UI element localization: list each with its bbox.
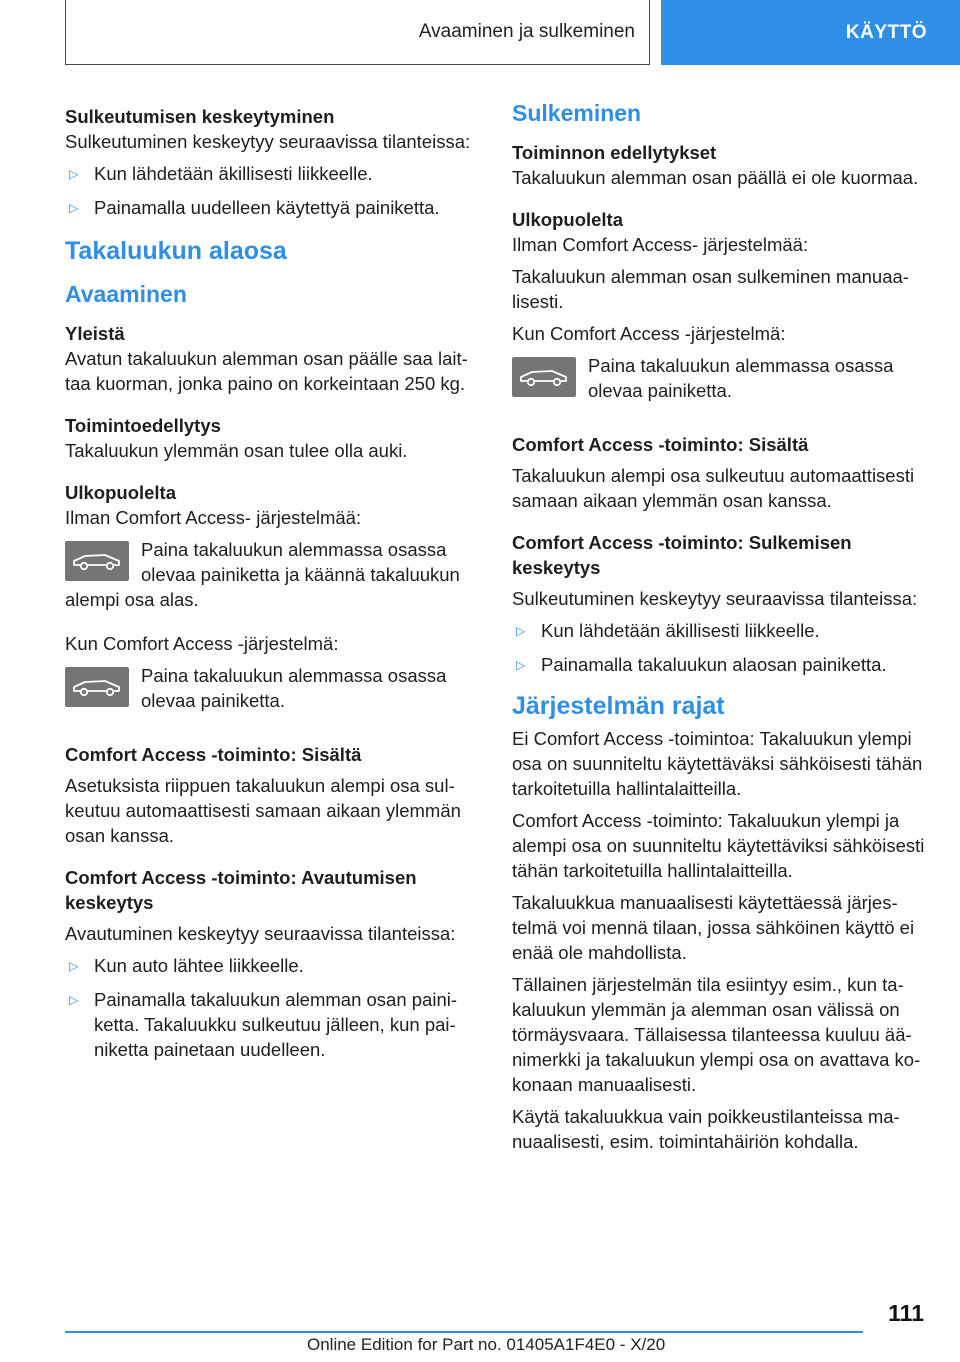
paragraph: Kun Comfort Access -järjestelmä: (512, 323, 786, 344)
left-column (65, 104, 485, 1070)
paragraph: Ilman Comfort Access- järjestelmää: (512, 234, 809, 255)
page-number: 111 (888, 1300, 924, 1326)
subheading: Ulkopuolelta (65, 482, 177, 503)
section-heading: Järjestelmän rajat (512, 692, 725, 720)
paragraph: Takaluukun alemman osan päällä ei ole kuormaa. (512, 167, 919, 188)
list-item: ▷ Kun auto lähtee liikkeelle. (65, 953, 485, 979)
icon-instruction (65, 663, 485, 713)
header-chapter-title: KÄYTTÖ (845, 21, 927, 43)
paragraph: Takaluukun ylemmän osan tulee olla auki. (65, 440, 408, 461)
triangle-bullet-icon: ▷ (69, 959, 79, 973)
triangle-bullet-icon: ▷ (516, 658, 526, 672)
paragraph: Ei Comfort Access -toimintoa: Takaluukun ylempi osa on suunniteltu käytettäväksi sähköisesti tähän tarkoitetuilla hallintalaitteilla. (512, 728, 923, 799)
paragraph: Takaluukkua manuaalisesti käytettäessä järjestelmä voi mennä tilaan, jossa sähköinen käyttö ei enää ole mahdollista. (512, 892, 915, 963)
icon-instruction (512, 353, 930, 403)
triangle-bullet-icon: ▷ (69, 201, 79, 215)
subsection-heading: Sulkeminen (512, 100, 642, 126)
paragraph: Avautuminen keskeytyy seuraavissa tilanteissa: (65, 923, 456, 944)
triangle-bullet-icon: ▷ (69, 993, 79, 1007)
paragraph: Comfort Access -toiminto: Takaluukun ylempi ja alempi osa on suunniteltu käytettäviksi sähköisesti tähän tarkoitetuilla hallintalaitteilla. (512, 810, 925, 881)
paragraph: Paina takaluukun alemmassa osassa olevaa painiketta. (141, 665, 447, 711)
paragraph: Sulkeutuminen keskeytyy seuraavissa tilanteissa: (512, 588, 918, 609)
list-item: ▷ Painamalla takaluukun alemman osan painiketta. Takaluukku sulkeutuu jälleen, kun painiketta painetaan uudelleen. (65, 987, 485, 1062)
footer-divider (65, 1331, 863, 1333)
subheading: Comfort Access -toiminto: Sisältä (512, 434, 809, 455)
paragraph: Käytä takaluukkua vain poikkeustilanteissa manuaalisesti, esim. toimintahäiriön kohdalla. (512, 1106, 900, 1152)
paragraph: Avatun takaluukun alemman osan päälle saa laittaa kuorman, jonka paino on korkeintaan 250 kg. (65, 348, 468, 394)
triangle-bullet-icon: ▷ (69, 167, 79, 181)
list-item: ▷ Painamalla takaluukun alaosan painiketta. (512, 652, 930, 678)
list-item: ▷ Kun lähdetään äkillisesti liikkeelle. (512, 618, 930, 644)
paragraph: Sulkeutuminen keskeytyy seuraavissa tilanteissa: (65, 131, 471, 152)
subheading: Toiminnon edellytykset (512, 142, 717, 163)
paragraph: Tällainen järjestelmän tila esiintyy esim., kun takaluukun ylemmän ja alemman osan välissä on törmäysvaara. Tällaisessa tilanteessa kuuluu äänimerkki ja takaluukun ylempi osa on avattava kokonaan manuaalisesti. (512, 974, 921, 1095)
subheading: Yleistä (65, 323, 125, 344)
paragraph: Asetuksista riippuen takaluukun alempi osa sulkeutuu automaattisesti samaan aikaan ylemmän osan kanssa. (65, 775, 461, 846)
header-chapter (661, 0, 960, 65)
subheading: Sulkeutumisen keskeytyminen (65, 106, 335, 127)
footer-edition: Online Edition for Part no. 01405A1F4E0 - X/20 (307, 1335, 666, 1354)
paragraph: Takaluukun alemman osan sulkeminen manuaalisesti. (512, 266, 909, 312)
subheading: Ulkopuolelta (512, 209, 624, 230)
header-section-title: Avaaminen ja sulkeminen (418, 21, 635, 42)
section-heading: Takaluukun alaosa (65, 237, 287, 265)
subheading: Toimintoedellytys (65, 415, 221, 436)
tailgate-lower-button-icon (512, 357, 576, 397)
subsection-heading: Avaaminen (65, 281, 187, 307)
subheading: Comfort Access -toiminto: Avautumisen keskeytys (65, 867, 417, 913)
header-section (65, 0, 650, 65)
right-column (512, 98, 930, 1161)
list-item: ▷ Painamalla uudelleen käytettyä painiketta. (65, 195, 485, 221)
paragraph: Kun Comfort Access -järjestelmä: (65, 633, 339, 654)
tailgate-lower-button-icon (65, 667, 129, 707)
triangle-bullet-icon: ▷ (516, 624, 526, 638)
paragraph: Takaluukun alempi osa sulkeutuu automaattisesti samaan aikaan ylemmän osan kanssa. (512, 465, 915, 511)
subheading: Comfort Access -toiminto: Sulkemisen keskeytys (512, 532, 852, 578)
paragraph: Ilman Comfort Access- järjestelmää: (65, 507, 362, 528)
icon-instruction (65, 537, 485, 612)
list-item: ▷ Kun lähdetään äkillisesti liikkeelle. (65, 161, 485, 187)
tailgate-lower-button-icon (65, 541, 129, 581)
subheading: Comfort Access -toiminto: Sisältä (65, 744, 362, 765)
paragraph: Paina takaluukun alemmassa osassa olevaa painiketta ja käännä takaluukun alempi osa alas. (65, 539, 460, 610)
paragraph: Paina takaluukun alemmassa osassa olevaa painiketta. (588, 355, 894, 401)
